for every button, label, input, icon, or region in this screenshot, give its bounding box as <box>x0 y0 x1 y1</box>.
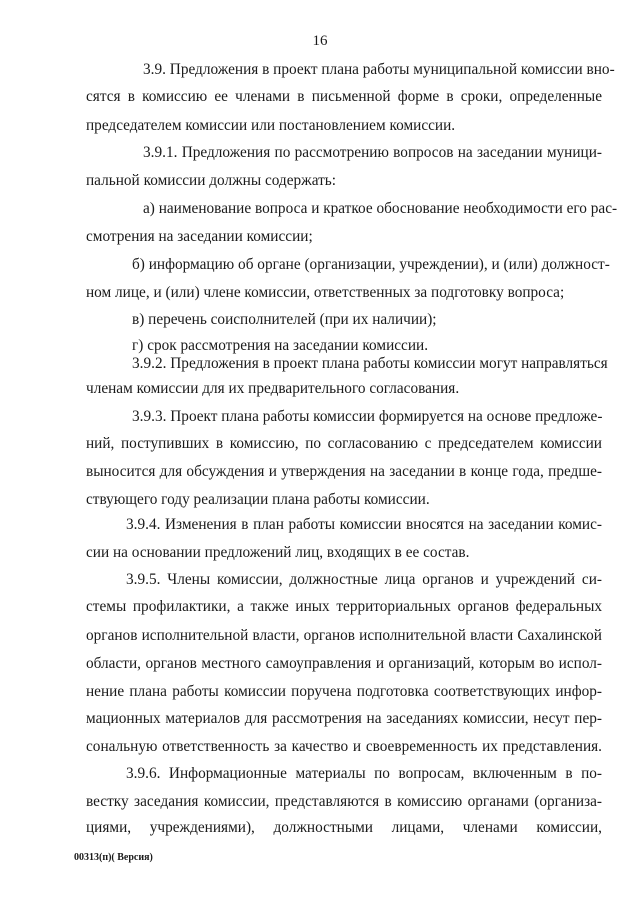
text-line: 3.9. Предложения в проект плана работы муниципальной комиссии вно- <box>143 61 615 78</box>
text-line: ном лице, и (или) члене комиссии, ответственных за подготовку вопроса; <box>86 284 565 301</box>
text-line: б) информацию об органе (организации, учреждении), и (или) должност- <box>132 256 610 273</box>
text-line: ний, поступивших в комиссию, по согласованию с председателем комиссии <box>86 435 602 452</box>
page-number: 16 <box>312 33 328 49</box>
text-line: органов исполнительной власти, органов исполнительной власти Сахалинской <box>86 627 602 644</box>
text-line: 3.9.3. Проект плана работы комиссии формируется на основе предложе- <box>132 408 603 425</box>
text-line: ствующего году реализации плана работы комиссии. <box>86 491 430 508</box>
text-line: стемы профилактики, а также иных территориальных органов федеральных <box>86 598 602 615</box>
text-line: выносится для обсуждения и утверждения на заседании в конце года, предше- <box>86 463 602 480</box>
text-line: циями, учреждениями), должностными лицами, членами комиссии, <box>86 819 602 836</box>
text-line: мационных материалов для рассмотрения на заседаниях комиссии, несут пер- <box>86 710 602 727</box>
text-line: членам комиссии для их предварительного согласования. <box>86 380 460 397</box>
text-line: вестку заседания комиссии, представляются в комиссию органами (организа- <box>86 793 602 810</box>
text-line: нение плана работы комиссии поручена подготовка соответствующих инфор- <box>86 683 602 700</box>
text-line: пальной комиссии должны содержать: <box>86 172 337 189</box>
text-line: 3.9.2. Предложения в проект плана работы комиссии могут направляться <box>132 355 608 372</box>
text-line: 3.9.5. Члены комиссии, должностные лица органов и учреждений си- <box>126 571 602 588</box>
text-line: сии на основании предложений лиц, входящих в ее состав. <box>86 544 470 561</box>
text-line: смотрения на заседании комиссии; <box>86 228 313 245</box>
text-line: 3.9.1. Предложения по рассмотрению вопросов на заседании муници- <box>143 144 602 161</box>
text-line: председателем комиссии или постановлением комиссии. <box>86 117 456 134</box>
text-line: 3.9.6. Информационные материалы по вопросам, включенным в по- <box>126 765 602 782</box>
text-line: г) срок рассмотрения на заседании комиссии. <box>132 337 429 354</box>
text-line: области, органов местного самоуправления и организаций, которым во испол- <box>86 655 602 672</box>
footer-code: 00313(п)( Версия) <box>74 852 153 863</box>
text-line: сональную ответственность за качество и своевременность их представления. <box>86 738 602 755</box>
text-line: сятся в комиссию ее членами в письменной форме в сроки, определенные <box>86 88 602 105</box>
text-line: в) перечень соисполнителей (при их наличии); <box>132 311 437 328</box>
text-line: а) наименование вопроса и краткое обоснование необходимости его рас- <box>143 200 618 217</box>
text-line: 3.9.4. Изменения в план работы комиссии вносятся на заседании комис- <box>126 516 602 533</box>
